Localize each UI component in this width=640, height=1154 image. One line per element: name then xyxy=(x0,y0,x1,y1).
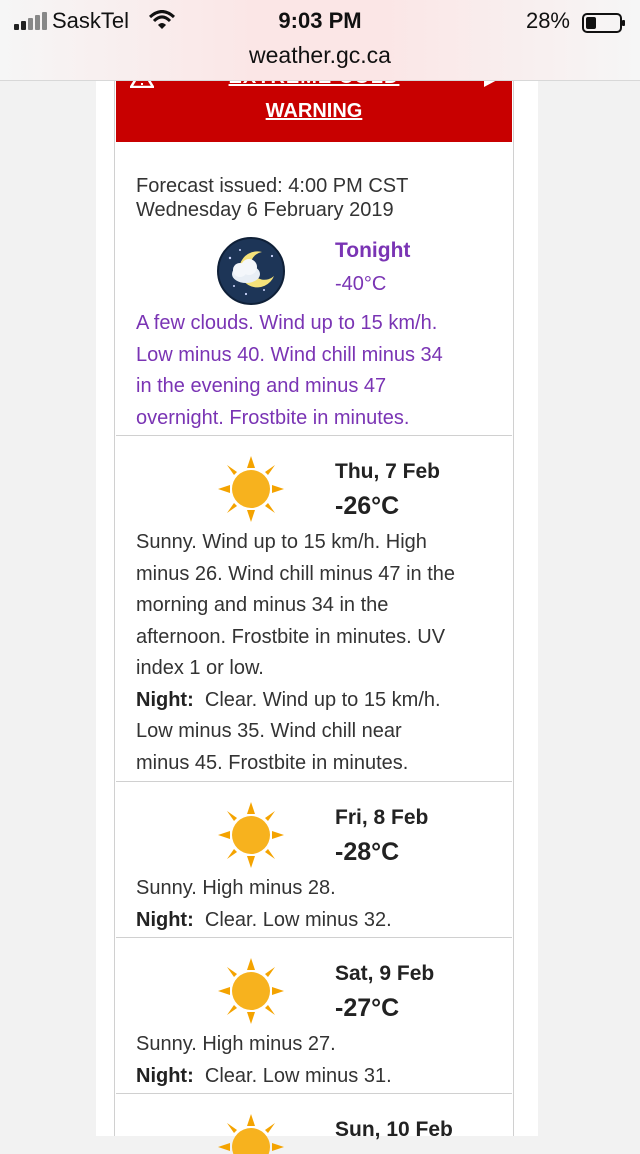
night-label: Night: xyxy=(136,1064,194,1087)
desc-line: in the evening and minus 47 xyxy=(136,375,387,397)
battery-percent: 28% xyxy=(525,8,570,33)
desc-line: index 1 or low. xyxy=(136,657,264,679)
night-line xyxy=(136,905,502,937)
desc-line: morning and minus 34 in the xyxy=(136,594,389,616)
night-label: Night: xyxy=(136,688,194,711)
night-text: Clear. Low minus 32. xyxy=(204,908,392,931)
night-text: Low minus 35. Wind chill near xyxy=(136,720,402,742)
forecast-card-thu xyxy=(116,436,512,782)
sun-icon xyxy=(216,956,286,1026)
carrier-name: SaskTel xyxy=(52,8,130,33)
address-bar[interactable]: weather.gc.ca xyxy=(249,42,391,68)
night-line xyxy=(136,1061,502,1093)
clock: 9:03 PM xyxy=(278,8,362,33)
browser-top-bar xyxy=(0,0,640,81)
night-text: Clear. Wind up to 15 km/h. xyxy=(204,688,441,711)
status-bar xyxy=(0,6,640,36)
desc-line: Sunny. High minus 28. xyxy=(136,877,336,899)
temp-high: -27°C xyxy=(335,994,400,1022)
forecast-card-fri xyxy=(116,782,512,938)
forecast-card-tonight xyxy=(116,142,512,436)
desc-line: overnight. Frostbite in minutes. xyxy=(136,406,410,429)
forecast-card-sun xyxy=(116,1094,512,1154)
period-label: Thu, 7 Feb xyxy=(335,460,440,483)
forecast-issued xyxy=(136,174,408,222)
period-label: Sat, 9 Feb xyxy=(335,962,435,985)
period-label: Fri, 8 Feb xyxy=(335,806,429,829)
desc-line: Low minus 40. Wind chill minus 34 xyxy=(136,343,443,366)
desc-line: A few clouds. Wind up to 15 km/h. xyxy=(136,312,438,334)
day-description xyxy=(136,1029,502,1092)
warning-link[interactable]: WARNING xyxy=(265,100,363,122)
desc-line: Sunny. High minus 27. xyxy=(136,1033,336,1055)
sun-icon xyxy=(216,800,286,870)
forecast-card-sat xyxy=(116,938,512,1094)
desc-line: minus 26. Wind chill minus 47 in the xyxy=(136,562,456,585)
issued-time: Forecast issued: 4:00 PM CST xyxy=(136,175,409,197)
temp-tonight: -40°C xyxy=(335,273,387,295)
sun-icon xyxy=(216,454,286,524)
sun-icon xyxy=(216,1112,286,1154)
period-tonight: Tonight xyxy=(335,239,411,262)
night-text: Clear. Low minus 31. xyxy=(204,1064,392,1087)
night-few-clouds-icon xyxy=(216,236,286,306)
night-line xyxy=(136,685,502,717)
night-label: Night: xyxy=(136,908,194,931)
period-label: Sun, 10 Feb xyxy=(335,1118,453,1141)
desc-tonight xyxy=(136,308,502,434)
temp-high: -26°C xyxy=(335,492,400,520)
battery-icon xyxy=(582,13,626,33)
desc-line: afternoon. Frostbite in minutes. UV xyxy=(136,625,446,648)
issued-date: Wednesday 6 February 2019 xyxy=(136,199,394,221)
day-description xyxy=(136,527,502,779)
temp-high: -28°C xyxy=(335,838,400,866)
day-description xyxy=(136,873,502,936)
night-text: minus 45. Frostbite in minutes. xyxy=(136,751,409,774)
desc-line: Sunny. Wind up to 15 km/h. High xyxy=(136,531,427,553)
